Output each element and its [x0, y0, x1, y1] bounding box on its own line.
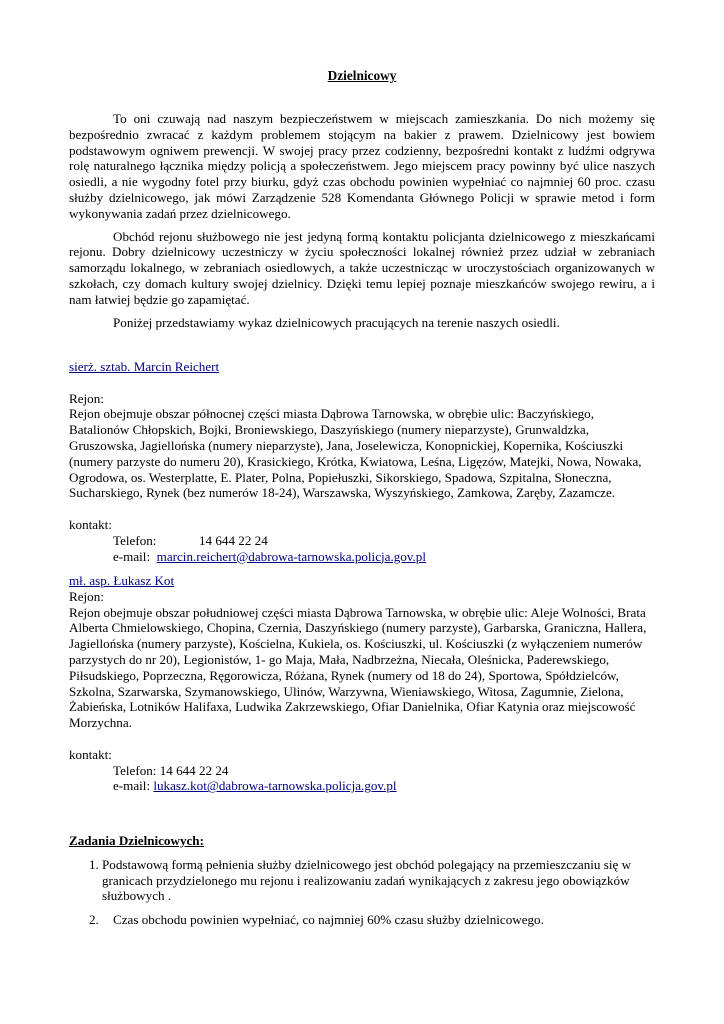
list-item [69, 912, 655, 928]
rejon-label: Rejon: [69, 390, 104, 406]
phone-row: Telefon: 14 644 22 24 [113, 762, 229, 778]
list-item [69, 857, 655, 904]
tasks-list [69, 857, 655, 928]
phone-label: Telefon: [113, 532, 157, 548]
tasks-section [69, 833, 655, 936]
email-row [69, 549, 655, 565]
intro-section [69, 111, 655, 337]
email-row [69, 778, 655, 794]
email-link[interactable]: marcin.reichert@dabrowa-tarnowska.policja.gov.pl [156, 548, 426, 564]
rejon-description: Rejon obejmuje obszar północnej części miasta Dąbrowa Tarnowska, w obrębie ulic: Baczyńskiego, Batalionów Chłopskich, Bojki, Broniewskiego, Daszyńskiego (numery nieparzyste), Grunwaldzka, Gruszowska, Jagiellońska (numery nieparzyste), Jana, Joselewicza, Konopnickiej, Kopernika, Kościuszki (numery parzyste do numeru 20), Krasickiego, Krótka, Kwiatowa, Leśna, Ligęzów, Matejki, Nowa, Nowaka, Ogrodowa, os. Westerplatte, E. Plater, Polna, Popiełuszki, Sikorskiego, Spadowa, Szpitalna, Słoneczna, Sucharskiego, Rynek (bez numerów 18-24), Warszawska, Wyszyńskiego, Zamkowa, Zaręby, Zazamcze. [69, 406, 642, 501]
intro-paragraph: Obchód rejonu służbowego nie jest jedyną formą kontaktu policjanta dzielnicowego z mieszkańcami rejonu. Dobry dzielnicowy uczestniczy w życiu społeczności lokalnej również przez udział w zebraniach samorządu lokalnego, w zebraniach osiedlowych, a także uczestnicząc w uroczystościach organizowanych w szkołach, czy domach kultury swojej dzielnicy. Dzięki temu lepiej poznaje mieszkańców swojego rewiru, a i nam łatwiej będzie go zapamiętać. [69, 228, 655, 307]
list-item-text: Czas obchodu powinien wypełniać, co najmniej 60% czasu służby dzielnicowego. [113, 912, 544, 928]
officer-card-reichert [69, 359, 655, 564]
tasks-heading: Zadania Dzielnicowych: [69, 833, 204, 848]
email-link[interactable]: lukasz.kot@dabrowa-tarnowska.policja.gov.pl [153, 778, 397, 794]
list-item-text: Podstawową formą pełnienia służby dzielnicowego jest obchód polegający na przemieszczaniu się w granicach przydzielonego mu rejonu i realizowaniu zadań wynikających z zakresu jego obowiązków służbowych . [102, 856, 632, 904]
list-item-number: 1. [89, 856, 99, 872]
officer-card-kot [69, 573, 655, 794]
list-item-number: 2. [89, 912, 99, 928]
page-title: Dzielnicowy [327, 68, 397, 83]
intro-paragraph: Poniżej przedstawiamy wykaz dzielnicowych pracujących na terenie naszych osiedli. [113, 314, 560, 330]
phone-number: 14 644 22 24 [199, 532, 268, 548]
officer-name-link[interactable]: sierż. sztab. Marcin Reichert [69, 359, 220, 374]
phone-row [69, 533, 655, 549]
rejon-description: Rejon obejmuje obszar południowej części miasta Dąbrowa Tarnowska, w obrębie ulic: Aleje Wolności, Brata Alberta Chmielowskiego, Chopina, Czernia, Daszyńskiego (numery parzyste), Garbarska, Graniczna, Hallera, Jagiellońska (numery parzyste), Kościelna, Kukiela, os. Kościuszki, ul. Kościuszki (z wyłączeniem numerów parzystych do nr 20), Legionistów, 1- go Maja, Mała, Nadbrzeżna, Niecała, Oleśnicka, Paderewskiego, Piłsudskiego, Poprzeczna, Ręgorowicza, Różana, Rynek (numery od 18 do 24), Sportowa, Spółdzielców, Szkolna, Szarwarska, Szymanowskiego, Ulinów, Warzywna, Wieniawskiego, Witosa, Zagumnie, Zielona, Żabieńska, Lotników Halifaxa, Ludwika Zakrzewskiego, Ofiar Danielnika, Ofiar Katynia oraz miejscowość Morzychna. [69, 604, 647, 731]
intro-paragraph: To oni czuwają nad naszym bezpieczeństwem w miejscach zamieszkania. Do nich możemy się bezpośrednio zwracać z każdym problemem stojącym na bakier z prawem. Dzielnicowy jest bowiem podstawowym ogniwem prewencji. W swojej pracy przez codzienny, bezpośredni kontakt z ludźmi odgrywa rolę naturalnego łącznika między policją a społeczeństwem. Jego miejscem pracy powinny być ulice naszych osiedli, a nie wygodny fotel przy biurku, gdyż czas obchodu powinien wypełniać co najmniej 60 proc. czasu służby dzielnicowego, jak mówi Zarządzenie 528 Komendanta Głównego Policji w sprawie metod i form wykonywania zadań przez dzielnicowego. [69, 111, 655, 221]
email-label: e-mail: [113, 548, 151, 564]
contact-label: kontakt: [69, 516, 112, 532]
rejon-label: Rejon: [69, 588, 104, 604]
email-label: e-mail: [113, 778, 151, 794]
officer-name-link[interactable]: mł. asp. Łukasz Kot [69, 573, 175, 588]
contact-label: kontakt: [69, 746, 112, 762]
